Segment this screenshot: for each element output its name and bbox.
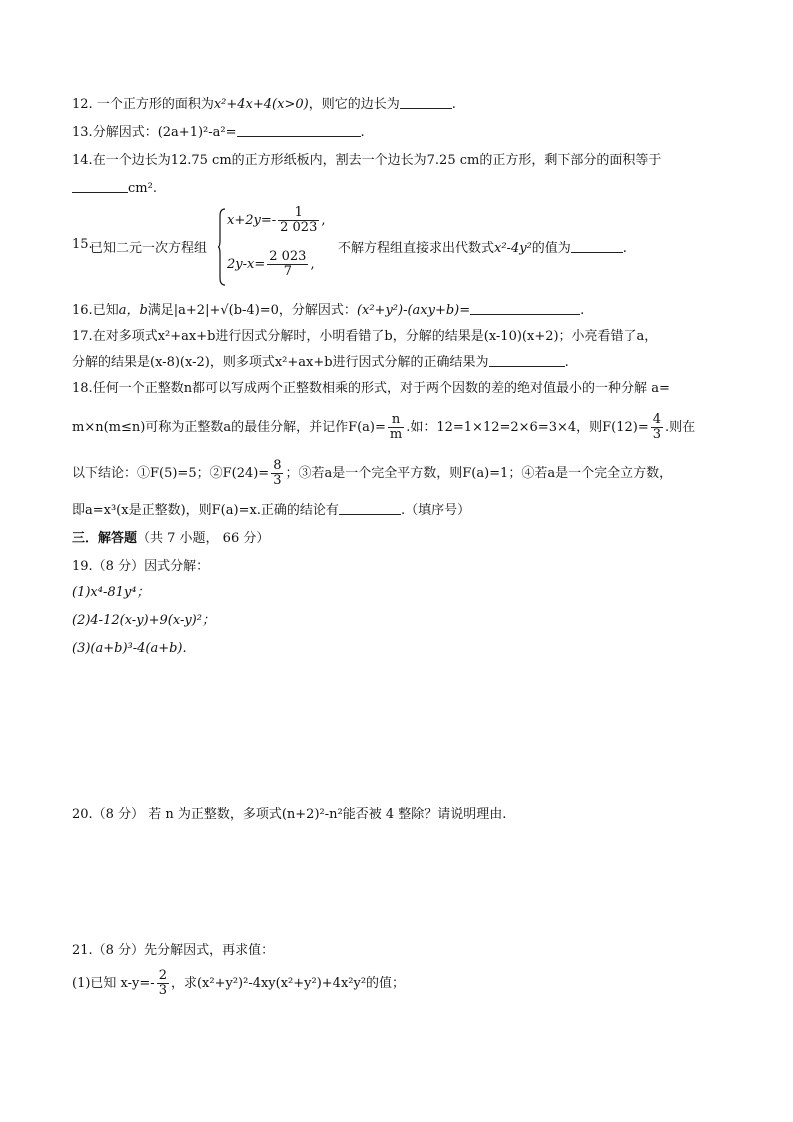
punctuation: ,	[310, 257, 315, 272]
question-text: (1)已知 x-y=-	[72, 976, 155, 991]
punctuation: ,	[321, 213, 326, 228]
question-number: 13.	[72, 125, 93, 140]
fraction-denominator: 2 023	[280, 220, 318, 235]
question-21	[72, 942, 274, 960]
question-text: .如：12=1×12=2×6=3×4，则F(12)=	[406, 420, 649, 435]
question-text: 在对多项式x²+ax+b进行因式分解时，小明看错了b，分解的结果是(x-10)(x+2)；小亮看错了a，	[92, 329, 658, 344]
question-19-part-1	[72, 584, 149, 602]
question-text: 的值为	[531, 241, 571, 256]
fraction	[157, 969, 169, 998]
question-19	[72, 558, 209, 576]
punctuation: .	[564, 355, 569, 370]
math-expression: x²+4x+4(x>0)	[213, 97, 309, 112]
fraction-denominator: 3	[273, 473, 282, 488]
question-text: 以下结论：①F(5)=5；②F(24)=	[72, 466, 270, 481]
fraction	[271, 459, 283, 488]
fraction-numerator: 1	[278, 206, 319, 221]
answer-blank[interactable]	[571, 240, 623, 253]
fraction	[278, 206, 319, 235]
equation-2	[227, 250, 315, 279]
question-text: m×n(m≤n)可称为正整数a的最佳分解，并记作F(a)=	[72, 420, 386, 435]
question-text: 分解因式：	[92, 125, 158, 140]
answer-blank[interactable]	[489, 354, 565, 367]
question-header: 21.（8 分）先分解因式，再求值：	[72, 943, 275, 958]
question-18	[72, 380, 670, 398]
question-number: 17.	[72, 329, 93, 344]
answer-blank[interactable]	[470, 302, 580, 315]
question-number: 15.	[72, 237, 93, 252]
question-17-cont	[72, 354, 569, 372]
question-19-part-3	[72, 640, 187, 658]
question-17	[72, 328, 657, 346]
question-18-line2	[72, 412, 695, 444]
question-text: 任何一个正整数n都可以写成两个正整数相乘的形式，对于两个因数的差的绝对值最小的一种分解 a=	[92, 381, 670, 396]
question-text: 分解的结果是(x-8)(x-2)，则多项式x²+ax+b进行因式分解的正确结果为	[72, 355, 489, 370]
fraction-numerator: n	[388, 413, 404, 428]
question-14	[72, 152, 661, 170]
punctuation: .	[451, 97, 456, 112]
fraction-denominator: 7	[283, 264, 292, 279]
fraction-denominator: m	[389, 427, 403, 442]
question-15	[72, 206, 722, 288]
question-number: 18.	[72, 381, 93, 396]
question-16	[72, 302, 584, 320]
math-variables: a，b	[118, 303, 148, 318]
fraction-numerator: 8	[273, 458, 282, 473]
answer-blank[interactable]	[72, 180, 128, 193]
punctuation: .	[360, 125, 365, 140]
section-info: （共 7 小题， 66 分）	[137, 531, 270, 546]
math-expression: (2)4-12(x-y)+9(x-y)²；	[72, 613, 215, 628]
question-21-part-1	[72, 968, 405, 1000]
fraction	[388, 413, 404, 442]
question-text: ，求(x²+y²)²-4xy(x²+y²)+4x²y²的值；	[170, 976, 406, 991]
question-text: .（填序号）	[400, 503, 471, 518]
question-text: ；③若a是一个完全平方数，则F(a)=1；④若a是一个完全立方数，	[285, 466, 673, 481]
question-text: 即a=x³(x是正整数)，则F(a)=x.正确的结论有	[72, 503, 339, 518]
question-13	[72, 124, 365, 142]
math-expression: (x²+y²)-(axy+b)=	[356, 303, 471, 318]
question-14-cont	[72, 180, 157, 198]
question-number: 12.	[72, 97, 93, 112]
math-expression: x²-4y²	[494, 241, 532, 256]
question-19-part-2	[72, 612, 215, 630]
fraction-denominator: 3	[652, 427, 662, 442]
fraction-numerator: 4	[652, 412, 662, 427]
question-text: 满足|a+2|+√(b-4)=0，分解因式：	[147, 303, 357, 318]
fraction	[267, 250, 308, 279]
math-expression: (1)x⁴-81y⁴；	[72, 585, 150, 600]
question-18-line4	[72, 502, 470, 520]
question-text: 已知二元一次方程组	[90, 241, 208, 256]
question-15-tail	[338, 237, 627, 256]
left-brace-icon	[218, 208, 226, 286]
question-text: 已知	[92, 303, 119, 318]
answer-blank[interactable]	[400, 96, 452, 109]
question-text: 在一个边长为12.75 cm的正方形纸板内，割去一个边长为7.25 cm的正方形，剩下部分的面积等于	[92, 153, 662, 168]
punctuation: .	[622, 241, 627, 256]
unit-text: cm².	[128, 181, 157, 196]
equation-1	[227, 206, 325, 235]
question-12	[72, 96, 456, 114]
question-number: 16.	[72, 303, 93, 318]
question-number: 14.	[72, 153, 93, 168]
section-title: 三．解答题	[72, 531, 138, 546]
math-expression: (2a+1)²-a²=	[157, 125, 237, 140]
fraction-denominator: 3	[158, 983, 167, 998]
question-text: 一个正方形的面积为	[96, 97, 214, 112]
answer-blank[interactable]	[237, 124, 361, 137]
fraction-numerator: 2	[158, 968, 167, 983]
question-text: 不解方程组直接求出代数式	[338, 241, 495, 256]
equation-lhs: 2y-x=	[227, 257, 266, 272]
question-text: ，则它的边长为	[308, 97, 400, 112]
question-20	[72, 806, 506, 824]
punctuation: .	[580, 303, 585, 318]
fraction	[651, 413, 663, 442]
question-text: .则在	[665, 420, 696, 435]
question-header: 19.（8 分）因式分解：	[72, 559, 210, 574]
equation-lhs: x+2y=-	[227, 213, 277, 228]
question-header: 20.（8 分） 若 n 为正整数，多项式(n+2)²-n²能否被 4 整除？请说明理由.	[72, 807, 507, 822]
question-18-line3	[72, 458, 672, 490]
answer-blank[interactable]	[339, 502, 401, 515]
section-heading	[72, 530, 269, 548]
fraction-numerator: 2 023	[269, 249, 307, 264]
math-expression: (3)(a+b)³-4(a+b).	[72, 641, 187, 656]
